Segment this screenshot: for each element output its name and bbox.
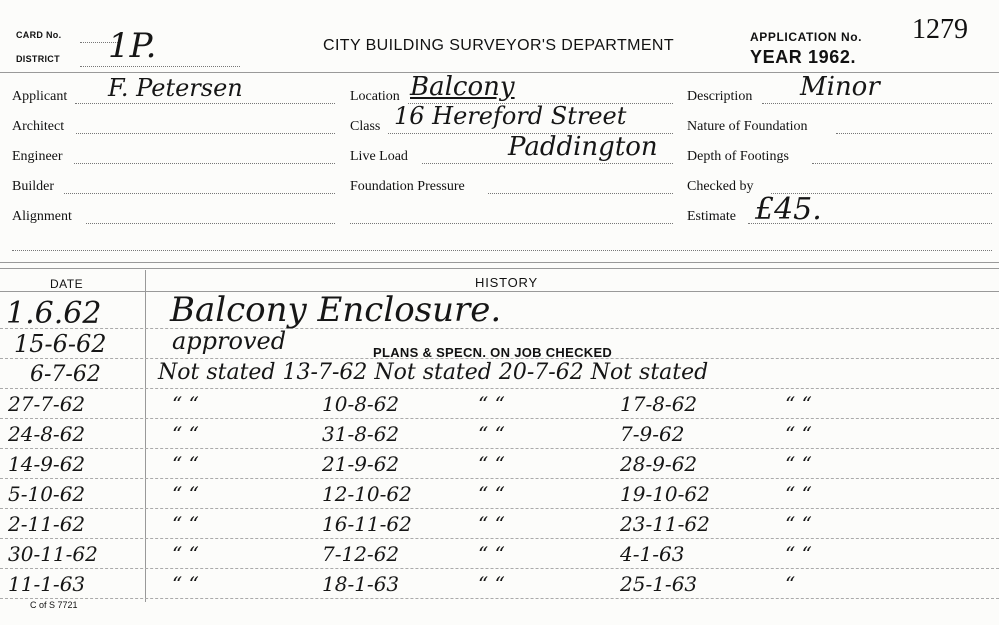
plans-checked-stamp: PLANS & SPECN. ON JOB CHECKED: [373, 345, 613, 360]
engineer-label: Engineer: [12, 149, 63, 164]
date-history-divider: [145, 270, 146, 602]
history-line: [0, 418, 999, 419]
inspection-ditto-2: “ “: [478, 452, 505, 476]
column2-blank-line: [350, 223, 673, 224]
history-column-header: HISTORY: [475, 275, 538, 290]
inspection-ditto-2: “ “: [478, 422, 505, 446]
inspection-ditto-2: “ “: [478, 572, 505, 596]
inspection-ditto-2: “ “: [478, 542, 505, 566]
live-load-value: Paddington: [508, 132, 658, 162]
inspection-date-2: 21-9-62: [322, 452, 400, 476]
foundation-pressure-label: Foundation Pressure: [350, 179, 465, 194]
inspection-ditto: “ “: [172, 572, 199, 596]
applicant-line: [75, 103, 335, 104]
history-row1-text: Balcony Enclosure.: [170, 290, 502, 330]
inspection-ditto-2: “ “: [478, 482, 505, 506]
applicant-value: F. Petersen: [108, 74, 243, 102]
inspection-date: 27-7-62: [8, 392, 86, 416]
inspection-ditto-3: “ “: [785, 422, 812, 446]
inspection-date-3: 7-9-62: [620, 422, 685, 446]
builder-line: [64, 193, 335, 194]
history-row2-text: approved: [172, 327, 287, 355]
inspection-ditto: “ “: [172, 392, 199, 416]
inspection-ditto: “ “: [172, 512, 199, 536]
live-load-line: [422, 163, 673, 164]
nature-of-foundation-line: [836, 133, 992, 134]
inspection-ditto-3: “ “: [785, 452, 812, 476]
description-line: [762, 103, 992, 104]
inspection-date-2: 16-11-62: [322, 512, 412, 536]
inspection-date-2: 31-8-62: [322, 422, 400, 446]
architect-line: [76, 133, 335, 134]
inspection-ditto-3: “ “: [785, 482, 812, 506]
inspection-date-3: 17-8-62: [620, 392, 698, 416]
inspection-ditto-3: “: [785, 572, 796, 596]
nature-of-foundation-label: Nature of Foundation: [687, 119, 808, 134]
inspection-ditto-2: “ “: [478, 512, 505, 536]
history-line: [0, 448, 999, 449]
location-label: Location: [350, 89, 400, 104]
department-title: CITY BUILDING SURVEYOR'S DEPARTMENT: [323, 37, 675, 54]
history-row2-date: 15-6-62: [14, 330, 107, 358]
inspection-date: 30-11-62: [8, 542, 98, 566]
inspection-date-3: 4-1-63: [620, 542, 685, 566]
builder-label: Builder: [12, 179, 54, 194]
architect-label: Architect: [12, 119, 65, 134]
estimate-label: Estimate: [687, 209, 736, 224]
applicant-label: Applicant: [12, 89, 68, 104]
inspection-date: 24-8-62: [8, 422, 86, 446]
district-value: 1P.: [108, 26, 157, 66]
history-line: [0, 598, 999, 599]
card-no-label: CARD No.: [16, 30, 62, 40]
history-line: [0, 568, 999, 569]
history-row1-date: 1.6.62: [6, 296, 102, 331]
depth-of-footings-label: Depth of Footings: [687, 149, 789, 164]
inspection-date: 11-1-63: [8, 572, 86, 596]
class-label: Class: [350, 119, 381, 134]
inspection-date-2: 10-8-62: [322, 392, 400, 416]
alignment-label: Alignment: [12, 209, 72, 224]
inspection-date-3: 28-9-62: [620, 452, 698, 476]
history-line: [0, 478, 999, 479]
checked-by-label: Checked by: [687, 179, 754, 194]
history-line: [0, 538, 999, 539]
section-top-rule: [0, 262, 999, 263]
inspection-ditto-3: “ “: [785, 512, 812, 536]
engineer-line: [74, 163, 335, 164]
location-value: Balcony: [410, 72, 515, 102]
inspection-ditto-3: “ “: [785, 392, 812, 416]
inspection-ditto: “ “: [172, 482, 199, 506]
inspection-date: 2-11-62: [8, 512, 86, 536]
foundation-pressure-line: [488, 193, 673, 194]
inspection-ditto: “ “: [172, 452, 199, 476]
history-line: [0, 508, 999, 509]
year-label: YEAR 1962.: [750, 47, 857, 67]
inspection-date-3: 19-10-62: [620, 482, 710, 506]
history-line: [0, 388, 999, 389]
description-value: Minor: [800, 72, 880, 102]
inspection-date-2: 12-10-62: [322, 482, 412, 506]
application-no-label: APPLICATION No.: [750, 30, 863, 44]
history-row3-date: 6-7-62: [30, 362, 101, 387]
section-top-rule-2: [0, 268, 999, 269]
inspection-date: 5-10-62: [8, 482, 86, 506]
inspection-ditto: “ “: [172, 422, 199, 446]
inspection-date-2: 7-12-62: [322, 542, 400, 566]
district-label: DISTRICT: [16, 54, 60, 64]
class-value: 16 Hereford Street: [394, 102, 627, 130]
district-line: [80, 66, 240, 67]
inspection-date: 14-9-62: [8, 452, 86, 476]
inspection-ditto-2: “ “: [478, 392, 505, 416]
inspection-date-3: 23-11-62: [620, 512, 710, 536]
form-code: C of S 7721: [30, 600, 78, 610]
description-label: Description: [687, 89, 753, 104]
history-row3-text: Not stated 13-7-62 Not stated 20-7-62 Not stated: [158, 360, 709, 385]
alignment-line: [86, 223, 335, 224]
date-column-header: DATE: [50, 277, 84, 291]
inspection-ditto-3: “ “: [785, 542, 812, 566]
depth-of-footings-line: [812, 163, 992, 164]
estimate-value: £45.: [755, 192, 822, 227]
inspection-date-2: 18-1-63: [322, 572, 400, 596]
live-load-label: Live Load: [350, 149, 408, 164]
field-separator: [12, 250, 992, 251]
inspection-ditto: “ “: [172, 542, 199, 566]
application-number: 1279: [912, 14, 968, 45]
inspection-date-3: 25-1-63: [620, 572, 698, 596]
